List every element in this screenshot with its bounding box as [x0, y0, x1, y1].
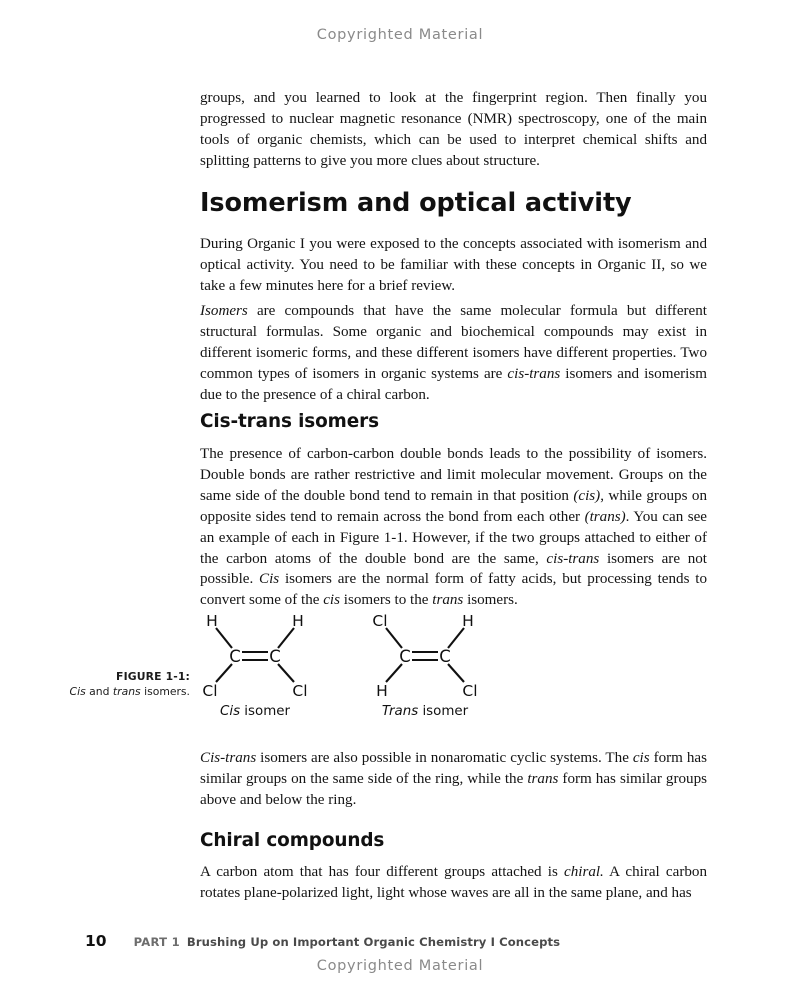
paragraph-5: [200, 748, 707, 811]
cis-isomer-label-rest: isomer: [240, 704, 290, 719]
page-number: 10: [85, 932, 107, 950]
atom-top-left: H: [206, 612, 218, 630]
figure-caption: [60, 670, 190, 699]
paragraph-continuation: [200, 88, 707, 172]
paragraph-5-text-b: form has similar groups on the same side of the ring, while the: [200, 750, 707, 787]
paragraph-4-text-a: The presence of carbon-carbon double bonds leads to the possibility of isomers. Double bonds are rather restrictive and limit molecular movement. Groups on the same side of the double bond tend to remain in that position: [200, 446, 707, 504]
figure-1-1: [0, 606, 760, 736]
figure-label: FIGURE 1-1:: [116, 670, 190, 683]
cis-term-capital: Cis: [259, 571, 280, 588]
trans-term-1: trans: [432, 592, 464, 609]
paragraph-6-text-b: A chiral carbon rotates plane-polarized light, light whose waves are all in the same plane, and has: [200, 864, 707, 901]
atom-bottom-left: Cl: [202, 682, 218, 700]
bond-br: [448, 664, 464, 682]
paragraph-3: [200, 301, 707, 406]
trans-structure-svg: [360, 606, 490, 702]
trans-structure: [360, 606, 490, 731]
paragraph-4-text-e: isomers are the normal form of fatty acids, but processing tends to convert some of the: [200, 571, 708, 609]
bond-bl: [216, 664, 232, 682]
paragraph-4-text-d: isomers are not possible.: [200, 550, 707, 588]
paragraph-2: [200, 234, 707, 297]
atom-top-right: H: [462, 612, 474, 630]
atom-bottom-right: Cl: [292, 682, 308, 700]
bond-br: [278, 664, 294, 682]
figure-caption-cis: Cis: [69, 684, 86, 698]
paragraph-4-block: [200, 444, 707, 611]
paragraph-5-text-a: isomers are also possible in nonaromatic cyclic systems. The: [256, 750, 633, 766]
atom-top-left: Cl: [372, 612, 388, 630]
paragraph-5-block: [200, 748, 707, 811]
cis-trans-term-1: cis-trans: [507, 365, 561, 382]
cis-term-2: cis: [632, 750, 650, 766]
paragraph-2-block: [200, 234, 707, 297]
paragraph-2-text: During Organic I you were exposed to the concepts associated with isomerism and optical activity. You need to be familiar with these concepts in Organic II, so we take a few minutes here for a brief review.: [200, 236, 707, 294]
subheading-1-block: [200, 411, 707, 433]
paragraph-6-text-a: A carbon atom that has four different groups attached is: [200, 864, 564, 880]
copyright-watermark-top: Copyrighted Material: [316, 27, 484, 43]
footer-part-title: Brushing Up on Important Organic Chemistry I Concepts: [186, 935, 561, 949]
bond-tl: [386, 628, 402, 648]
atom-top-right: H: [292, 612, 304, 630]
paragraph-4-text-c: . You can see an example of each in Figure 1-1. However, if the two groups attached to either of the carbon atoms of the double bond are the same,: [200, 508, 707, 567]
cis-term-1: cis: [323, 592, 341, 609]
trans-isomer-label: [360, 704, 490, 719]
bond-tl: [216, 628, 232, 648]
paragraph-3-text-a: are compounds that have the same molecular formula but different structural formulas. Some organic and biochemical compounds may exist in different isomeric forms, and these different isomers have different properties. Two common types of isomers in organic systems are: [200, 303, 707, 382]
bond-tr: [278, 628, 294, 648]
atom-center-left: C: [399, 647, 411, 666]
paragraph-4: [200, 444, 707, 611]
cis-structure: [190, 606, 320, 731]
isomers-term: Isomers: [200, 303, 248, 319]
page-title: Isomerism and optical activity: [200, 188, 632, 218]
copyright-watermark-bottom: Copyrighted Material: [316, 958, 484, 974]
cis-parenthetical: (cis): [573, 487, 601, 504]
atom-center-right: C: [269, 647, 281, 666]
structure-diagrams: [190, 606, 520, 731]
cis-isomer-label-italic: Cis: [220, 704, 241, 719]
atom-bottom-right: Cl: [462, 682, 478, 700]
subheading-2-block: [200, 830, 707, 852]
chiral-term: chiral.: [564, 864, 604, 880]
paragraph-continuation-text: groups, and you learned to look at the fingerprint region. Then finally you progressed to nuclear magnetic resonance (NMR) spectroscopy, one of the main tools of organic chemists, which can be used to interpret chemical shifts and splitting patterns to give you more clues about structure.: [200, 90, 707, 169]
page-footer: [85, 932, 560, 950]
trans-parenthetical: (trans): [584, 508, 626, 525]
chapter-heading-block: [200, 188, 707, 218]
paragraph-continuation-block: [200, 88, 707, 172]
paragraph-4-text-f: isomers to the: [340, 592, 433, 609]
trans-term-2: trans: [527, 770, 559, 787]
figure-caption-trans: trans: [112, 684, 141, 698]
cis-structure-svg: [190, 606, 320, 702]
section-heading-chiral-compounds: Chiral compounds: [200, 830, 385, 851]
paragraph-4-text-g: isomers.: [463, 592, 518, 609]
paragraph-5-text-c: form has similar groups above and below the ring.: [200, 770, 708, 808]
cis-isomer-label: [190, 704, 320, 719]
footer-part-label: PART 1: [133, 935, 180, 949]
trans-isomer-label-rest: isomer: [418, 704, 469, 719]
atom-center-right: C: [439, 647, 451, 666]
atom-bottom-left: H: [376, 682, 388, 700]
paragraph-3-text-b: isomers and isomerism due to the presence of a chiral carbon.: [200, 365, 707, 403]
figure-caption-and: and: [85, 684, 113, 698]
paragraph-4-text-b: , while groups on opposite sides tend to remain across the bond from each other: [200, 487, 707, 525]
trans-isomer-label-italic: Trans: [381, 704, 419, 719]
section-heading-cis-trans-isomers: Cis-trans isomers: [200, 411, 379, 432]
paragraph-6: [200, 862, 707, 904]
figure-caption-isomers: isomers.: [140, 684, 190, 698]
bond-tr: [448, 628, 464, 648]
paragraph-3-block: [200, 301, 707, 406]
bond-bl: [386, 664, 402, 682]
paragraph-6-block: [200, 862, 707, 904]
cis-trans-term-2: cis-trans: [546, 550, 600, 567]
cis-trans-term-3: Cis-trans: [200, 750, 257, 766]
atom-center-left: C: [229, 647, 241, 666]
